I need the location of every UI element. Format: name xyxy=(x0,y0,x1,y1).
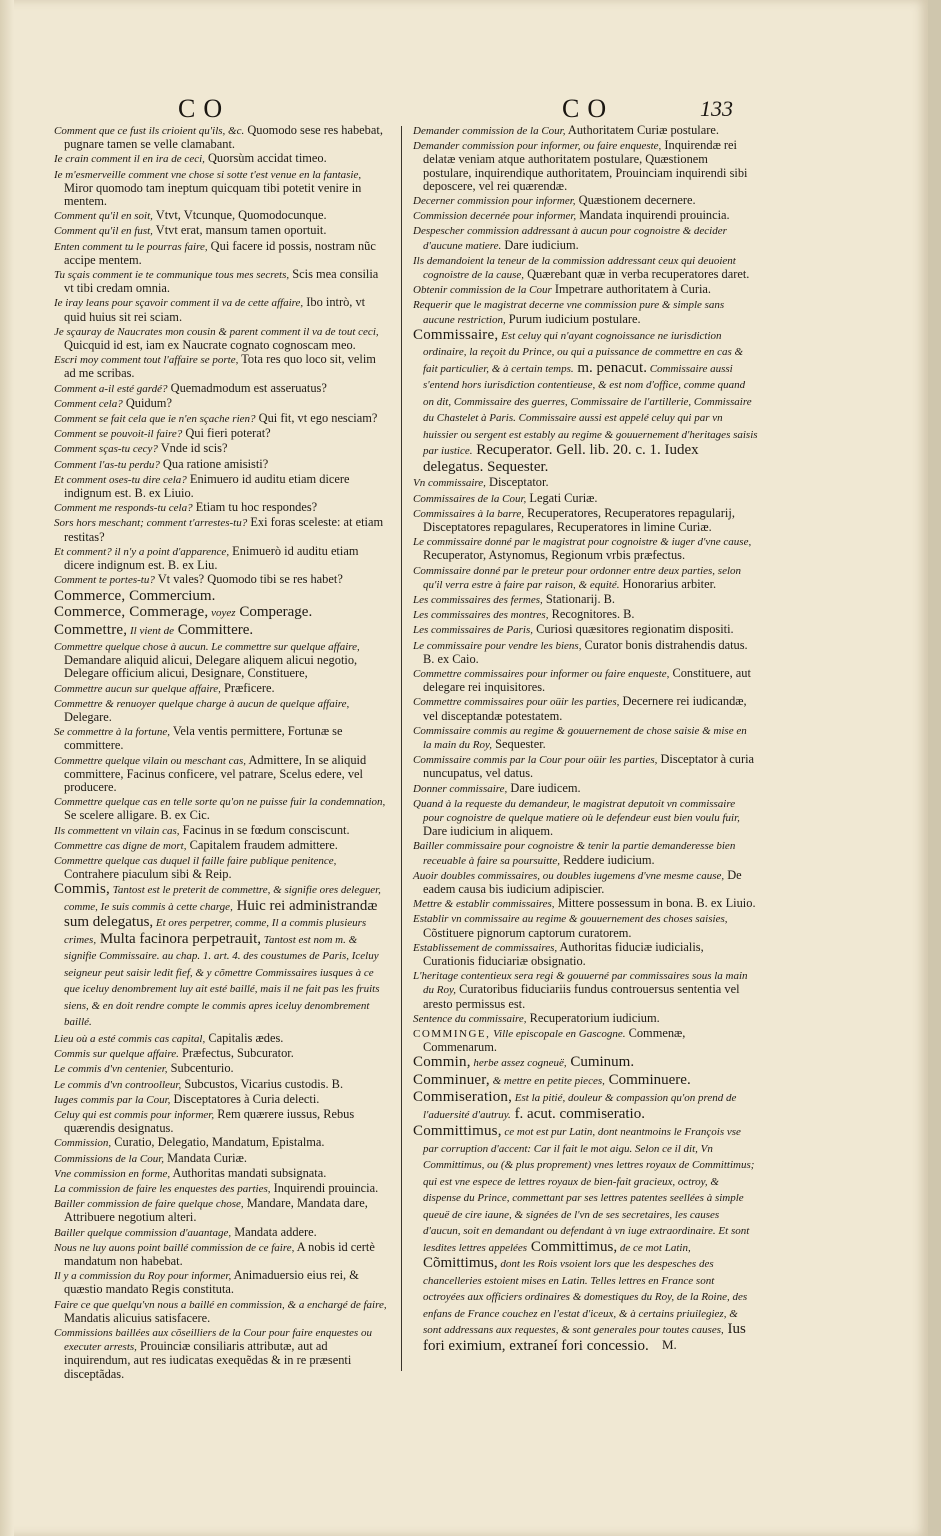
french-text: de ce mot Latin, xyxy=(617,1241,691,1254)
latin-text: Facinus in se fœdum consciscunt. xyxy=(179,822,350,837)
french-text: L'heritage contentieux sera regi & gouuerné par commissaires sous la main du Roy, xyxy=(413,970,748,997)
french-text: ce mot est pur Latin, dont neantmoins le François vse par corruption d'accent: Car il fait le mot aigu. Selon ce il dit, Vn Committimus, ou (& plus proprement) vnes lettres royaux de Committimus; qui est vne espece de lettres royaux de bien-fait gracieux, octroy, & dispense du Prince, commettant par ses lettres patentes seellées à simple queuë de cire iaune, & signées de l'vn de ses secretaires, les causes d'aucun, soit en demandant ou defendant à vn iuge extraordinaire. Et sont lesdites lettres appelées xyxy=(423,1126,755,1254)
latin-text: Quicquid id est, iam ex Naucrate cognato cognoscam meo. xyxy=(64,338,356,353)
dictionary-entry xyxy=(54,1298,390,1325)
latin-text: Quæstionem decernere. xyxy=(575,193,696,208)
french-text: Comment l'as-tu perdu? xyxy=(54,458,160,471)
dictionary-entry xyxy=(54,824,390,838)
page-gutter xyxy=(0,0,14,1536)
latin-text: Constituere, aut delegare rei inquisitores. xyxy=(423,665,751,695)
dictionary-entry xyxy=(413,1012,758,1026)
dictionary-entry xyxy=(54,124,390,151)
latin-text: Ius fori eximium, extraneí fori concessio. xyxy=(423,1321,746,1354)
latin-text: Tota res quo loco sit, velim ad me scribas. xyxy=(64,352,376,381)
dictionary-entry xyxy=(413,535,758,562)
french-text: Comment a-il esté gardé? xyxy=(54,382,168,395)
latin-text: Quidum? xyxy=(122,395,172,410)
latin-text: Quærebant quæ in verba recuperatores daret. xyxy=(524,267,750,282)
french-text: Commission decernée pour informer, xyxy=(413,210,577,223)
french-text: Commissions de la Cour, xyxy=(54,1152,165,1165)
dictionary-entry xyxy=(54,353,390,380)
headword: COMMINGE, xyxy=(413,1028,491,1041)
dictionary-entry xyxy=(413,667,758,694)
latin-text: Dare iudicium. xyxy=(501,237,579,252)
dictionary-entry xyxy=(413,623,758,637)
french-text: Il y a commission du Roy pour informer, xyxy=(54,1270,232,1283)
latin-text: Cõstituere pignorum captorum curatorem. xyxy=(423,925,632,940)
french-text: Le commissaire donné par le magistrat pour cognoistre & iuger d'vne cause, xyxy=(413,536,752,549)
french-text: Commettre aucun sur quelque affaire, xyxy=(54,682,221,695)
dictionary-entry xyxy=(54,1062,390,1076)
dictionary-entry xyxy=(54,296,390,323)
dictionary-entry xyxy=(54,854,390,881)
latin-text: Curator bonis distrahendis datus. B. ex Caio. xyxy=(423,637,748,666)
dictionary-entry xyxy=(413,124,758,138)
dictionary-entry xyxy=(54,682,390,696)
french-text: Demander commission pour informer, ou faire enqueste, xyxy=(413,140,662,153)
french-text: Vne commission en forme, xyxy=(54,1167,171,1180)
dictionary-entry xyxy=(413,1073,758,1090)
dictionary-entry xyxy=(413,209,758,223)
dictionary-entry xyxy=(54,382,390,396)
dictionary-entry xyxy=(54,573,390,587)
french-text: Et comment oses-tu dire cela? xyxy=(54,473,187,486)
latin-text: Committimus, xyxy=(527,1238,618,1255)
headword: Commiseration, xyxy=(413,1089,513,1106)
headword: Committimus, xyxy=(413,1123,502,1140)
latin-text: Præficere. xyxy=(220,680,275,695)
dictionary-entry xyxy=(54,458,390,472)
french-text: Commettre quelque cas duquel il faille faire publique penitence, xyxy=(54,855,337,868)
latin-text: Mandata addere. xyxy=(231,1224,317,1239)
latin-text: A nobis id certè mandatum non habebat. xyxy=(64,1239,375,1268)
latin-text: Mandata inquirendi prouincia. xyxy=(576,208,730,223)
latin-text: Sequester. xyxy=(492,737,546,751)
latin-text: Subcustos, Vicarius custodis. B. xyxy=(181,1076,344,1091)
latin-text: Sequester. xyxy=(483,458,549,475)
dictionary-entry xyxy=(413,969,758,1011)
french-text: Commettre quelque chose à aucun. Le commettre sur quelque affaire, xyxy=(54,641,360,653)
latin-text: Demandare aliquid alicui, Delegare aliquem alicui negotio, Delegare officium alicui, Designare, Constituere, xyxy=(64,653,358,681)
dictionary-entry xyxy=(54,1226,390,1240)
latin-text: Rem quærere iussus, Rebus quærendis designatus. xyxy=(64,1106,355,1136)
latin-text: Recuperatores, Recuperatores repagularij, Disceptatores repagulares, Recuperatores in limine Curiæ. xyxy=(423,505,735,534)
dictionary-entry xyxy=(54,325,390,352)
latin-text: Authoritatem Curiæ postulare. xyxy=(565,123,719,137)
french-text: Je sçauray de Naucrates mon cousin & parent comment il va de tout ceci, xyxy=(54,325,379,338)
french-text: Enten comment tu le pourras faire, xyxy=(54,240,208,253)
latin-text: Cõmittimus, xyxy=(423,1255,498,1272)
french-text: Le commissaire pour vendre les biens, xyxy=(413,639,582,652)
latin-text: Miror quomodo tam ineptum quicquam tibi potetit venire in mentem. xyxy=(64,180,362,209)
french-text: Comment cela? xyxy=(54,397,123,410)
french-text: Sors hors meschant; comment t'arrestes-tu? xyxy=(54,517,248,530)
dictionary-entry xyxy=(54,1108,390,1135)
french-text: herbe assez cogneuë, xyxy=(470,1057,567,1070)
headword: Commettre, xyxy=(54,621,128,638)
french-text: Commissaire commis par la Cour pour oüir les parties, xyxy=(413,754,658,767)
dictionary-entry xyxy=(413,839,758,867)
french-text: Comment te portes-tu? xyxy=(54,574,155,587)
dictionary-entry xyxy=(54,1078,390,1092)
dictionary-entry xyxy=(413,1055,758,1072)
dictionary-entry xyxy=(54,605,390,622)
latin-text: Quorsùm accidat timeo. xyxy=(204,151,327,166)
dictionary-entry xyxy=(54,1182,390,1196)
french-text: Tu sçais comment ie te communique tous mes secrets, xyxy=(54,269,290,282)
french-text: Les commissaires des fermes, xyxy=(413,593,543,606)
dictionary-entry xyxy=(413,724,758,752)
dictionary-entry xyxy=(54,795,390,822)
french-text: Comment me responds-tu cela? xyxy=(54,502,193,515)
dictionary-entry xyxy=(54,442,390,456)
french-text: & mettre en petite pieces, xyxy=(489,1074,605,1087)
dictionary-entry xyxy=(54,1241,390,1268)
dictionary-entry xyxy=(54,224,390,238)
french-text: Requerir que le magistrat decerne vne commission pure & simple sans aucune restriction, xyxy=(413,299,725,326)
french-text: Tantost est nom m. & signifie Commissaire. au chap. 1. art. 4. des coustumes de Paris, Iceluy seigneur peut saisir ledit fief, & y cõmettre Commissaires iusques à ce que iceluy denombrement luy ait esté baillé, mais il ne fait pas les fruits siens, & en doit rendre compte le commis apres iceluy denombrement baillé. xyxy=(64,933,380,1029)
french-text: Decerner commission pour informer, xyxy=(413,195,576,208)
dictionary-entry xyxy=(54,589,390,605)
latin-text: Curiosi quæsitores regionatim dispositi. xyxy=(532,622,734,637)
french-text: Comment se pouvoit-il faire? xyxy=(54,428,183,441)
french-text: Commissaires à la barre, xyxy=(413,507,525,520)
dictionary-entry xyxy=(54,839,390,853)
french-text: Commissions baillées aux cõseilliers de la Cour pour faire enquestes ou executer arrests, xyxy=(54,1327,372,1354)
french-text: Faire ce que quelqu'vn nous a baillé en commission, & a enchargé de faire, xyxy=(54,1298,387,1311)
dictionary-entry xyxy=(413,507,758,534)
french-text: Comment se fait cela que ie n'en sçache rien? xyxy=(54,413,256,426)
latin-text: Curatoribus fiduciariis fundus controuersus sententia vel aresto permissus est. xyxy=(423,982,740,1011)
latin-text: Quemadmodum est asseruatus? xyxy=(167,380,327,395)
latin-text: Disceptator. xyxy=(485,475,549,490)
dictionary-entry xyxy=(413,1124,758,1354)
latin-text: Disceptator à curia nuncupatus, vel datus. xyxy=(423,752,755,781)
french-text: La commission de faire les enquestes des parties, xyxy=(54,1182,271,1195)
latin-text: Vela ventis permittere, Fortunæ se committere. xyxy=(64,724,343,753)
latin-text: Multa facinora perpetrauit, xyxy=(96,930,262,947)
headword: Commerce, xyxy=(54,587,126,604)
french-text: dont les Rois vsoient lors que les despesches des chancelleries estoient mises en Latin. Telles lettres en France sont octroyées aux officiers ordinaires & domestiques du Roy, de la Roine, des enfans de France couchez en l'estat d'iceux, & à certains priuilegiez, & sont addressans aux requestes, & sont generales pour toutes causes, xyxy=(423,1258,748,1337)
latin-text: Inquirendi prouincia. xyxy=(270,1180,379,1195)
dictionary-entry xyxy=(54,501,390,515)
latin-text: Qui fieri poterat? xyxy=(182,426,271,441)
dictionary-entry xyxy=(413,139,758,193)
french-text: Comment sças-tu cecy? xyxy=(54,443,158,456)
french-text: Commissaire donné par le preteur pour ordonner entre deux parties, selon qu'il verra estre à faire par raison, & equité. xyxy=(413,564,742,591)
dictionary-entry xyxy=(413,869,758,896)
latin-text: Vtvt, Vtcunque, Quomodocunque. xyxy=(152,208,327,223)
french-text: Le commis d'vn controolleur, xyxy=(54,1078,182,1091)
french-text: Quand à la requeste du demandeur, le magistrat deputoit vn commissaire pour cognoistre de quelque matiere où le defendeur eust bien voulu fuir, xyxy=(413,797,740,825)
latin-text: Recuperator, Astynomus, Regionum vrbis præfectus. xyxy=(423,548,686,563)
latin-text: Scis mea consilia vt tibi credam omnia. xyxy=(64,267,379,296)
latin-text: Mittere possessum in bona. B. ex Liuio. xyxy=(554,896,756,911)
french-text: Est celuy qui n'ayant cognoissance ne iurisdiction ordinaire, la reçoit du Prince, ou qui a puissance de commettre en cas & fait particulier, & à certain temps. xyxy=(423,329,744,375)
french-text: Bailler quelque commission d'auantage, xyxy=(54,1226,232,1239)
french-text: Est la pitié, douleur & compassion qu'on prend de l'aduersité d'autruy. xyxy=(423,1092,737,1121)
french-text: Ville episcopale en Gascogne. xyxy=(490,1028,626,1041)
latin-text: Quomodo sese res habebat, pugnare tamen se velle clamabant. xyxy=(64,123,383,152)
latin-text: Mandata Curiæ. xyxy=(164,1150,247,1165)
dictionary-entry xyxy=(413,593,758,607)
dictionary-entry xyxy=(54,1032,390,1046)
dictionary-entry xyxy=(54,1197,390,1224)
dictionary-entry xyxy=(54,427,390,441)
french-text: Tantost est le preterit de commettre, & signifie ores deleguer, comme, Ie suis commis à cette charge, xyxy=(64,884,381,913)
latin-text: Mandatis alicuius satisfacere. xyxy=(64,1310,211,1325)
latin-text: Contrahere piaculum sibi & Reip. xyxy=(64,867,232,882)
french-text: Ie iray leans pour sçavoir comment il va de cette affaire, xyxy=(54,297,304,310)
dictionary-entry xyxy=(413,254,758,282)
latin-text: Reddere iudicium. xyxy=(559,852,655,867)
latin-text: Recognitores. B. xyxy=(548,607,635,622)
dictionary-entry xyxy=(54,1093,390,1107)
french-text: Bailler commissaire pour cognoistre & tenir la partie demanderesse bien receuable à faire sa poursuitte, xyxy=(413,840,736,867)
page-number: 133 xyxy=(700,96,733,121)
latin-text: Prouinciæ consiliaris attributæ, aut ad inquirendum, aut res iudicatas exequẽdas & in re præsenti disceptãdas. xyxy=(64,1339,352,1381)
dictionary-entry xyxy=(54,209,390,223)
dictionary-entry xyxy=(54,754,390,795)
dictionary-entry xyxy=(54,473,390,500)
latin-text: Commercium. xyxy=(125,587,216,604)
dictionary-entry xyxy=(54,1047,390,1061)
dictionary-entry xyxy=(413,753,758,780)
dictionary-entry xyxy=(54,640,390,681)
latin-text: Vt vales? Quomodo tibi se res habet? xyxy=(154,572,343,587)
dictionary-entry xyxy=(413,782,758,796)
french-text: Ils commettent vn vilain cas, xyxy=(54,824,180,837)
headword: Commerce, Commerage, xyxy=(54,604,209,620)
dictionary-entry xyxy=(413,476,758,490)
dictionary-entry xyxy=(413,695,758,722)
french-text: Commettre cas digne de mort, xyxy=(54,839,187,852)
dictionary-entry xyxy=(413,224,758,252)
catchword: M. xyxy=(662,1337,677,1352)
column-divider xyxy=(401,126,402,1371)
french-text: Et ores perpetrer, comme, Il a commis plusieurs crimes, xyxy=(64,917,367,946)
latin-text: Legati Curiæ. xyxy=(526,490,598,505)
latin-text: Recuperator. Gell. lib. 20. c. 1. Iudex delegatus. xyxy=(423,442,699,475)
dictionary-entry xyxy=(54,240,390,267)
latin-text: Ibo intrò, vt quid huius sit rei sciam. xyxy=(64,295,366,324)
dictionary-entry xyxy=(413,1090,758,1123)
headword: Commissaire, xyxy=(413,326,499,343)
dictionary-entry xyxy=(413,492,758,506)
french-text: Le commis d'vn centenier, xyxy=(54,1063,168,1076)
dictionary-entry xyxy=(413,564,758,592)
dictionary-entry xyxy=(54,397,390,411)
dictionary-entry xyxy=(54,1326,390,1381)
french-text: Ie crain comment il en ira de ceci, xyxy=(54,153,205,166)
latin-text: Committere. xyxy=(173,621,254,638)
dictionary-entry xyxy=(413,797,758,839)
latin-text: Qui fit, vt ego nesciam? xyxy=(255,411,378,426)
latin-text: Comperage. xyxy=(235,604,313,620)
french-text: Establir vn commissaire au regime & gouuernement des choses saisies, xyxy=(413,913,728,926)
right-column xyxy=(413,124,758,1355)
dictionary-entry xyxy=(54,725,390,752)
french-text: Et comment? il n'y a point d'apparence, xyxy=(54,545,230,558)
dictionary-entry xyxy=(413,912,758,939)
dictionary-entry xyxy=(54,1269,390,1296)
headword: Commis, xyxy=(54,881,110,898)
french-text: Demander commission de la Cour, xyxy=(413,125,566,137)
latin-text: Qua ratione amisisti? xyxy=(159,456,269,471)
dictionary-entry xyxy=(54,545,390,572)
french-text: Les commissaires de Paris, xyxy=(413,624,533,637)
left-running-head: CO xyxy=(178,94,231,123)
latin-text: Delegare. xyxy=(64,710,112,725)
latin-text: Dare iudicem. xyxy=(507,780,581,795)
french-text: voyez xyxy=(208,607,236,619)
latin-text: m. penacut. xyxy=(573,359,647,376)
dictionary-entry xyxy=(413,283,758,297)
french-text: Commettre quelque vilain ou meschant cas, xyxy=(54,754,247,767)
latin-text: Capitalis ædes. xyxy=(205,1030,284,1045)
french-text: Comment qu'il en soit, xyxy=(54,210,153,223)
latin-text: Animaduersio eius rei, & quæstio mandato Regis constituta. xyxy=(64,1268,359,1297)
french-text: Auoir doubles commissaires, ou doubles iugemens d'vne mesme cause, xyxy=(413,869,725,882)
latin-text: Impetrare authoritatem à Curia. xyxy=(551,282,712,297)
french-text: Il vient de xyxy=(127,624,174,637)
latin-text: Admittere, In se aliquid committere, Facinus conficere, vel patrare, Scelus edere, vel producere. xyxy=(64,752,367,795)
latin-text: Cuminum. xyxy=(566,1054,635,1071)
right-running-head: CO xyxy=(562,94,615,123)
french-text: Comment que ce fust ils crioient qu'ils, &c. xyxy=(54,125,245,137)
french-text: Mettre & establir commissaires, xyxy=(413,898,555,911)
french-text: Les commissaires des montres, xyxy=(413,609,549,622)
latin-text: Capitalem fraudem admittere. xyxy=(186,837,338,852)
latin-text: Comminuere. xyxy=(604,1071,691,1088)
french-text: Commettre quelque cas en telle sorte qu'on ne puisse fuir la condemnation, xyxy=(54,796,386,809)
dictionary-entry xyxy=(54,412,390,426)
dictionary-entry xyxy=(413,608,758,622)
latin-text: Se scelere alligare. B. ex Cic. xyxy=(64,808,210,823)
french-text: Commissaires de la Cour, xyxy=(413,492,527,505)
dictionary-entry xyxy=(54,516,390,543)
french-text: Establissement de commissaires, xyxy=(413,941,558,954)
french-text: Obtenir commission de la Cour xyxy=(413,284,552,297)
french-text: Se commettre à la fortune, xyxy=(54,726,170,739)
latin-text: Vtvt erat, mansum tamen oportuit. xyxy=(152,223,327,238)
latin-text: commiseratio. xyxy=(555,1105,645,1122)
dictionary-entry xyxy=(54,623,390,640)
french-text: Celuy qui est commis pour informer, xyxy=(54,1108,215,1121)
dictionary-entry xyxy=(413,639,758,666)
french-text: Sentence du commissaire, xyxy=(413,1012,527,1025)
page-header xyxy=(0,94,928,124)
latin-text: Authoritas fiduciæ iudicialis, Curationis fiduciariæ obsignatio. xyxy=(423,939,704,969)
latin-text: Enimuero id auditu etiam dicere indignum est. B. ex Liuio. xyxy=(64,471,350,501)
french-text: Comment qu'il en fust, xyxy=(54,225,153,238)
french-text: Escri moy comment tout l'affaire se porte, xyxy=(54,354,239,367)
latin-text: Subcenturio. xyxy=(167,1061,234,1076)
french-text: Commissaire commis au regime & gouuernement de chose saisie & mise en la main du Roy, xyxy=(413,724,747,751)
latin-text: Mandare, Mandata dare, Attribuere negotium alteri. xyxy=(64,1196,368,1225)
dictionary-entry xyxy=(413,897,758,911)
latin-text: Huic rei administrandæ sum delegatus, xyxy=(64,897,378,931)
headword: Commin, xyxy=(413,1054,471,1071)
latin-text: Vnde id scis? xyxy=(157,441,228,456)
dictionary-entry xyxy=(54,268,390,295)
french-text: Lieu où a esté commis cas capital, xyxy=(54,1032,206,1045)
dictionary-entry xyxy=(54,882,390,1031)
french-text: Commettre commissaires pour oüir les parties, xyxy=(413,696,620,709)
latin-text: Purum iudicium postulare. xyxy=(505,311,641,326)
french-text: Commettre commissaires pour informer ou faire enqueste, xyxy=(413,667,670,680)
french-text: Bailler commission de faire quelque chose, xyxy=(54,1198,244,1211)
headword: Comminuer, xyxy=(413,1071,490,1088)
latin-text: Disceptatores à Curia delecti. xyxy=(170,1091,320,1106)
dictionary-entry xyxy=(413,1027,758,1054)
latin-text: Commenæ, Commenarum. xyxy=(423,1026,686,1055)
dictionary-entry xyxy=(54,1167,390,1181)
latin-text: Exi foras sceleste: at etiam restitas? xyxy=(64,515,384,544)
left-column xyxy=(54,124,390,1382)
latin-text: Authoritas mandati subsignata. xyxy=(170,1165,327,1180)
dictionary-entry xyxy=(413,941,758,968)
french-text: Vn commissaire, xyxy=(413,477,486,490)
latin-text: Præfectus, Subcurator. xyxy=(178,1046,294,1061)
dictionary-entry xyxy=(54,1152,390,1166)
french-text: Donner commissaire, xyxy=(413,782,508,795)
latin-text: Honorarius arbiter. xyxy=(619,576,717,591)
latin-text: De eadem causa bis iudicium adipiscier. xyxy=(423,867,742,897)
french-text: Iuges commis par la Cour, xyxy=(54,1093,171,1106)
latin-text: Qui facere id possis, nostram nũc accipe mentem. xyxy=(64,238,376,267)
dictionary-entry xyxy=(54,697,390,724)
dictionary-entry xyxy=(54,152,390,166)
latin-text: Inquirendæ rei delatæ veniam atque authoritatem postulare, Quæstionem postulare, inquirendique authoritatem, Prouinciam inquirendi sibi deposcere, vel rei quærendæ. xyxy=(423,138,748,193)
latin-text: Etiam tu hoc respondes? xyxy=(192,500,318,515)
dictionary-entry xyxy=(413,194,758,208)
french-text: Commission, xyxy=(54,1137,112,1150)
french-text: Nous ne luy auons point baillé commission de ce faire, xyxy=(54,1241,295,1254)
latin-text: Decernere rei iudicandæ, vel disceptandæ potestatem. xyxy=(423,694,747,723)
french-text: Commissaire aussi s'entend hors iurisdiction contentieuse, & est nom d'office, comme quand on dit, Commissaire des guerres, Commissaire de l'artillerie, Commissaire du Chastelet à Paris. Commissaire aussi est appelé celuy qui par vn huissier ou sergent est estably au regime & gouuernement d'heritages saisis par iustice. xyxy=(423,362,758,458)
latin-text: Dare iudicium in aliquem. xyxy=(423,824,554,839)
french-text: Commis sur quelque affaire. xyxy=(54,1048,179,1061)
latin-text: Recuperatorium iudicium. xyxy=(526,1010,660,1025)
french-text: Commettre & renuoyer quelque charge à aucun de quelque affaire, xyxy=(54,697,350,710)
dictionary-entry xyxy=(413,328,758,476)
dictionary-entry xyxy=(54,1136,390,1150)
latin-text: Curatio, Delegatio, Mandatum, Epistalma. xyxy=(111,1135,325,1150)
latin-text: Stationarij. B. xyxy=(542,591,616,606)
dictionary-entry xyxy=(413,298,758,326)
latin-text: f. acut. xyxy=(510,1105,556,1122)
french-text: Ils demandoient la teneur de la commission addressant ceux qui deuoient cognoistre de la cause, xyxy=(413,254,736,282)
french-text: Despescher commission addressant à aucun pour cognoistre & decider d'aucune matiere. xyxy=(413,225,727,252)
dictionary-entry xyxy=(54,168,390,209)
french-text: Ie m'esmerveille comment vne chose si sotte t'est venue en la fantasie, xyxy=(54,168,362,181)
latin-text: Enimuerò id auditu etiam dicere indignum est. B. ex Liu. xyxy=(64,543,359,573)
